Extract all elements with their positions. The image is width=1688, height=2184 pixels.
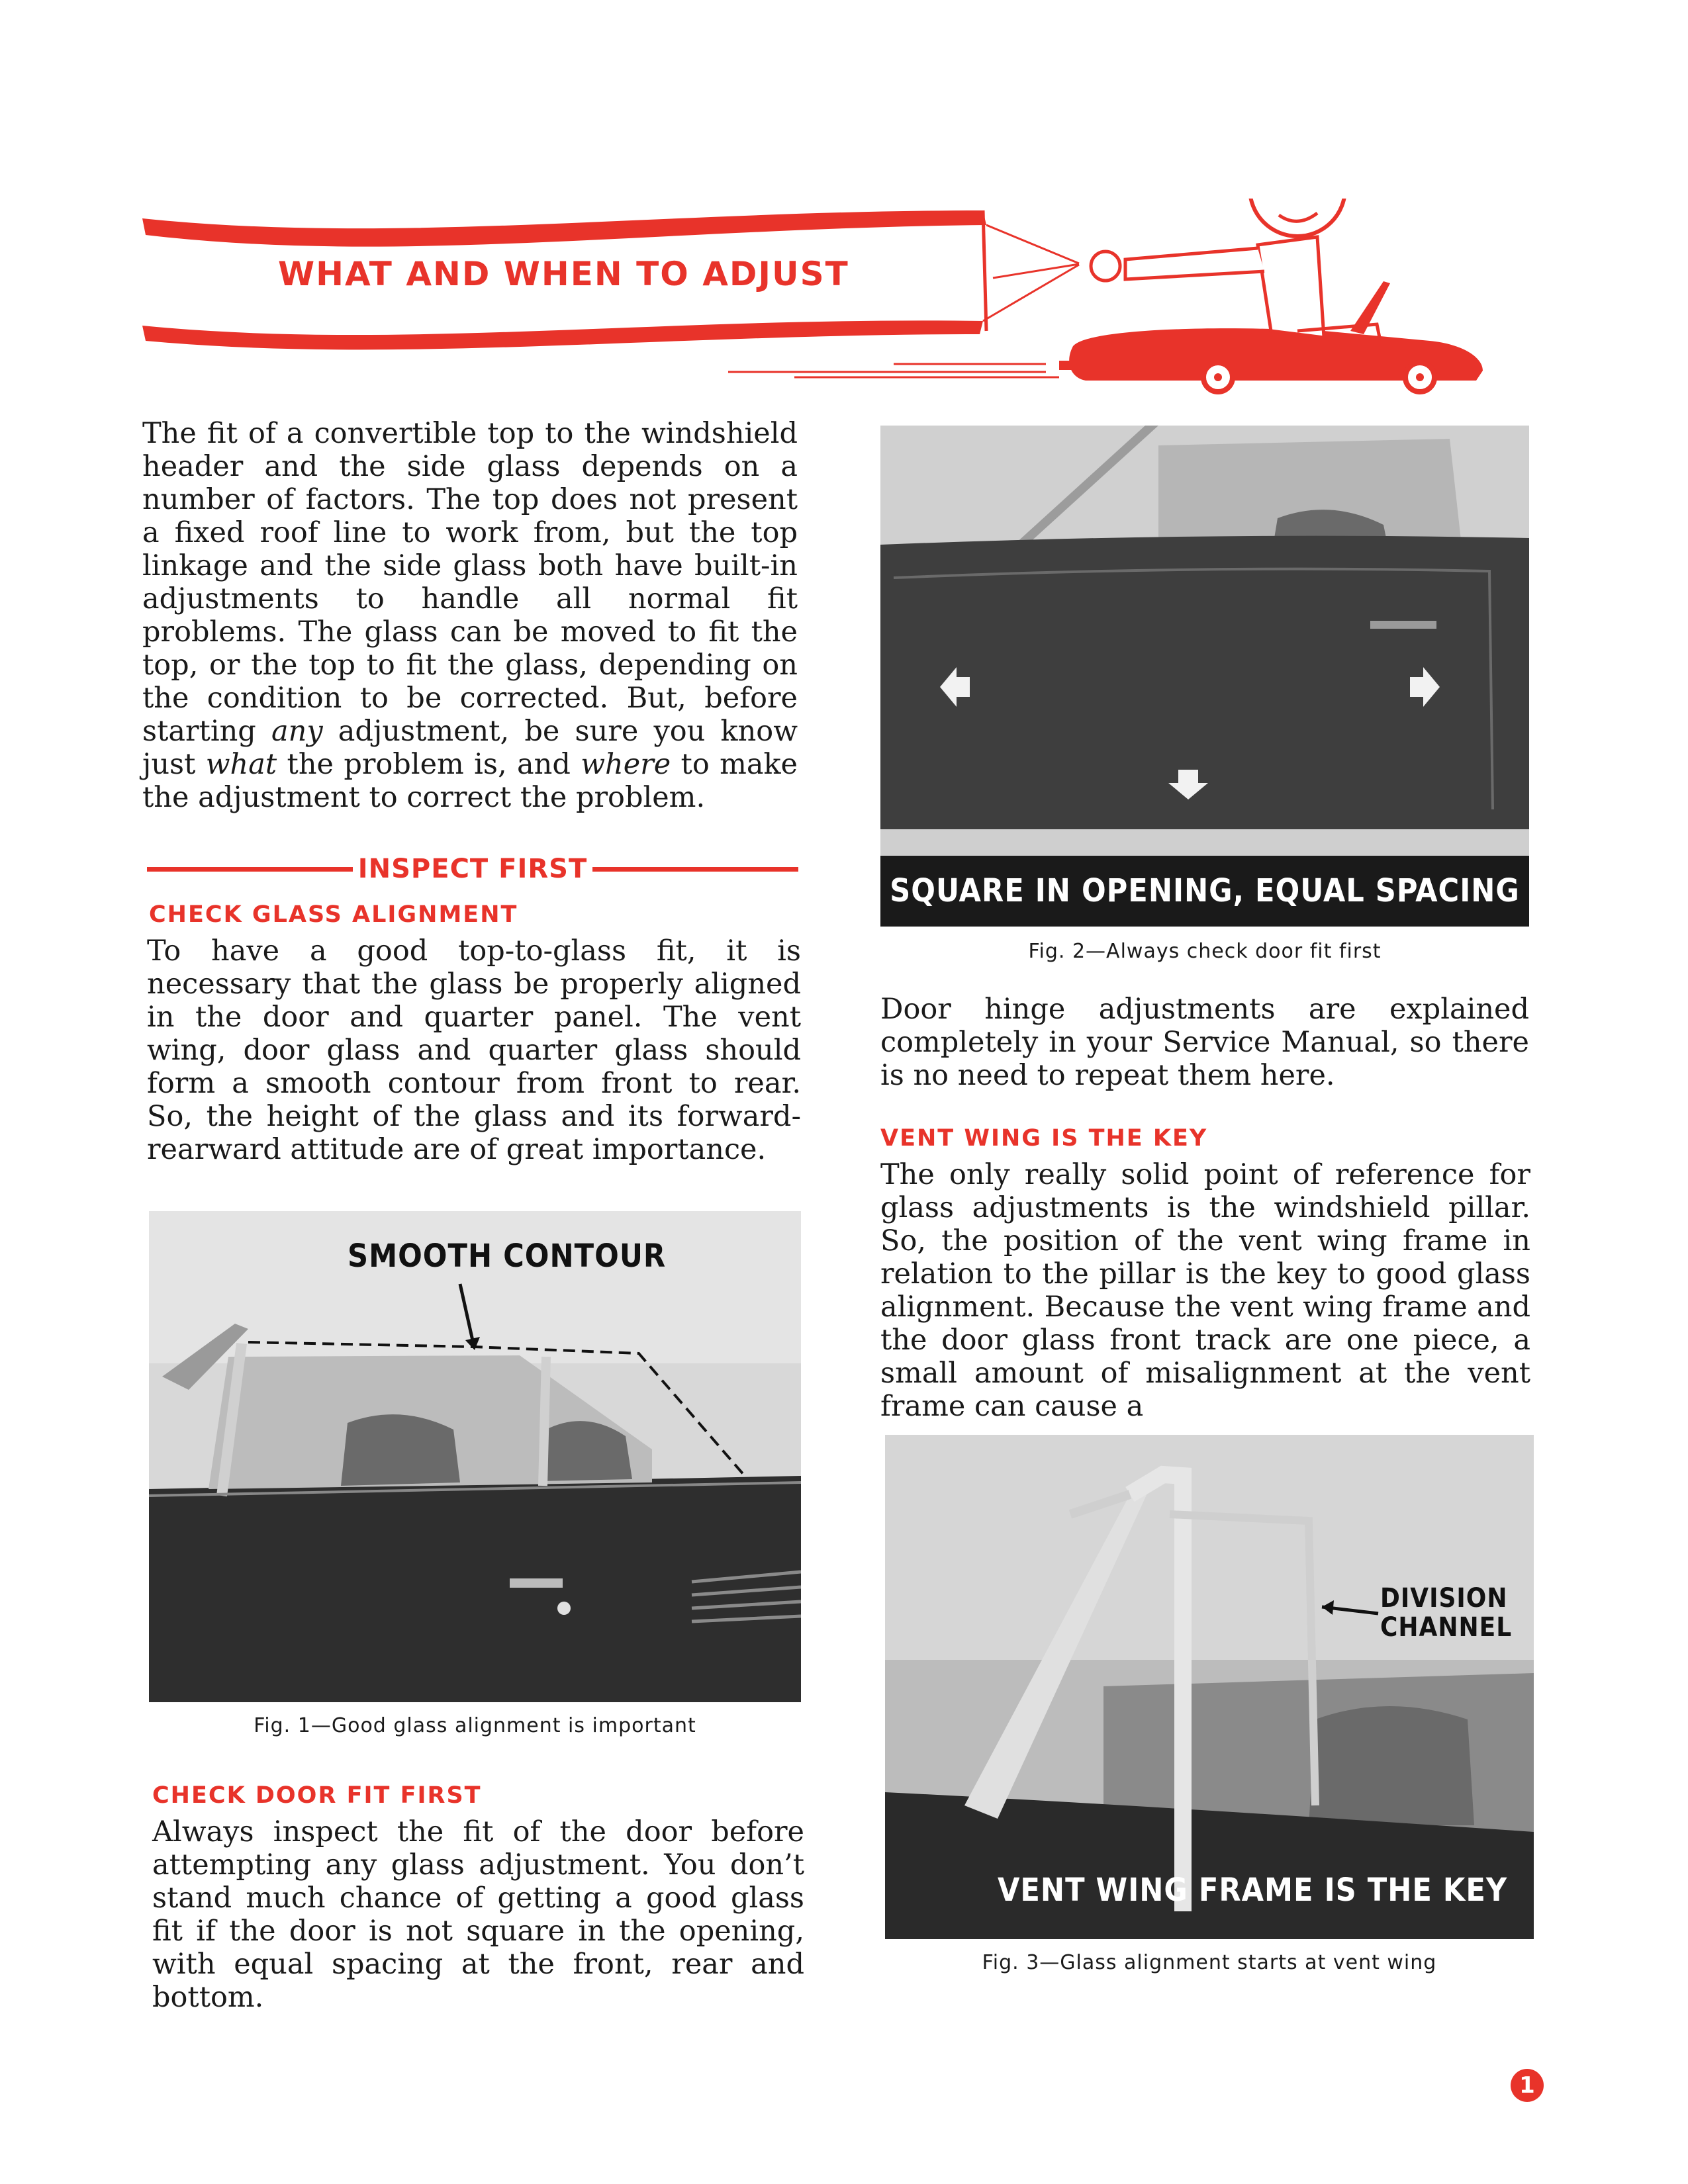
vent-wing-heading: VENT WING IS THE KEY: [880, 1125, 1208, 1152]
figure-3-label-line-2: CHANNEL: [1380, 1612, 1513, 1643]
figure-3-photo: [885, 1435, 1534, 1939]
banner-cartoon-icon: [132, 199, 1562, 410]
rule-line-right: [592, 867, 798, 872]
page-title: WHAT AND WHEN TO ADJUST: [278, 255, 849, 293]
inspect-first-label: INSPECT FIRST: [357, 854, 588, 884]
header-banner: [132, 199, 1562, 410]
figure-1-caption: Fig. 1—Good glass alignment is important: [254, 1714, 696, 1737]
door-fit-heading: CHECK DOOR FIT FIRST: [152, 1782, 482, 1809]
figure-3-overlay-label: VENT WING FRAME IS THE KEY: [998, 1872, 1508, 1909]
glass-alignment-heading: CHECK GLASS ALIGNMENT: [149, 901, 518, 928]
vent-wing-paragraph: The only really solid point of reference for glass adjustments is the windshield pillar. So, the position of the vent wing frame in relation to the pillar is the key to good glass alignment. Because the vent wing frame and the door glass front track are one piece, a small amount of misalignment at the vent frame can cause a: [880, 1158, 1530, 1423]
inspect-first-heading: [147, 854, 798, 884]
glass-alignment-paragraph: To have a good top-to-glass fit, it is necessary that the glass be properly aligned in the door and quarter panel. The vent wing, door glass and quarter glass should form a smooth contour from front to rear. So, the height of the glass and its forward-rearward attitude are of great importance.: [147, 934, 801, 1166]
figure-1-overlay-label: SMOOTH CONTOUR: [348, 1238, 667, 1275]
rule-line-left: [147, 867, 353, 872]
figure-2-overlay-label: SQUARE IN OPENING, EQUAL SPACING: [890, 872, 1520, 909]
figure-1-photo: [149, 1211, 801, 1702]
figure-3-caption: Fig. 3—Glass alignment starts at vent wing: [982, 1951, 1437, 1974]
figure-2-caption: Fig. 2—Always check door fit first: [1028, 940, 1382, 963]
figure-2-photo: [880, 426, 1529, 927]
hinge-paragraph: Door hinge adjustments are explained completely in your Service Manual, so there is no need to repeat them here.: [880, 993, 1529, 1092]
intro-paragraph: The fit of a convertible top to the windshield header and the side glass depends on a number of factors. The top does not present a fixed roof line to work from, but the top linkage and the side glass both have built-in adjustments to handle all normal fit problems. The glass can be moved to fit the top, or the top to fit the glass, depending on the condition to be corrected. But, before starting any adjustment, be sure you know just what the problem is, and where to make the adjustment to correct the problem.: [142, 417, 798, 814]
page-number: 1: [1511, 2069, 1544, 2102]
figure-3-label-line-1: DIVISION: [1380, 1583, 1508, 1614]
figure-3-division-channel-label: [1380, 1584, 1512, 1642]
door-fit-paragraph: Always inspect the fit of the door before attempting any glass adjustment. You don’t stand much chance of getting a good glass fit if the door is not square in the opening, with equal spacing at the front, rear and bottom.: [152, 1815, 804, 2014]
